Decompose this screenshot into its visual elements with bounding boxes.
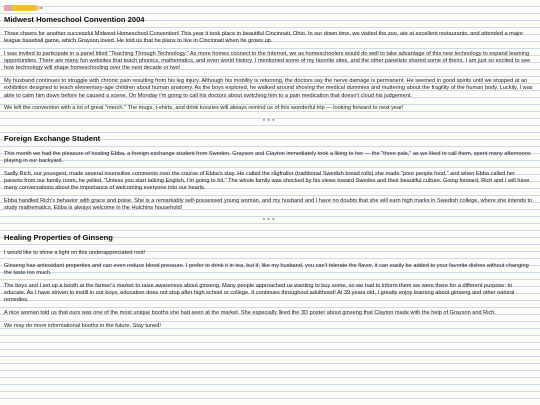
pencil-lead bbox=[41, 7, 43, 9]
paragraph: Ginseng has antioxidant properties and can even reduce blood pressure. I prefer to drink it in tea, but if, like my husband, you can't tolerate the flavor, it can easily be added to your favorite dishes without changing the taste too much. bbox=[4, 263, 529, 277]
paragraph: Ebba handled Rich's behavior with grace and poise. She is a remarkably self-possessed young woman, and my husband and I have no doubts that she will earn high marks in Swedish college, where she intends to study mathematics. Ebba is always welcome in the Hutchins household! bbox=[4, 197, 533, 212]
section-title: Healing Properties of Ginseng bbox=[4, 233, 113, 243]
section-foreign-exchange bbox=[4, 134, 534, 213]
section-midwest-convention bbox=[4, 15, 534, 113]
section-ginseng bbox=[4, 233, 534, 330]
section-divider: * * * bbox=[262, 218, 276, 225]
paragraph: We left the convention with a lot of great "merch." The mugs, t-shirts, and drink koozies will always remind us of this wonderful trip — looking forward to next year! bbox=[4, 105, 404, 112]
paragraph: We may do more informational booths in the future. Stay tuned! bbox=[4, 323, 161, 330]
paragraph: I was invited to participate in a panel titled "Teaching Through Technology." As more homes connect to the Internet, we as homeschoolers would do well to take advantage of this new technology to expand learning opportunities. There are many fun websites that teach phonics, mathematics, and even world history. I mentioned some of my favorite sites, and the other panelists shared some of theirs. I am just so excited to see how technology will shape homeschooling over the next decade or two! bbox=[4, 51, 531, 72]
pencil-ferrule bbox=[9, 5, 12, 11]
paragraph: This month we had the pleasure of hosting Ebba, a foreign exchange student from Sweden. Grayson and Clayton immediately took a liking to her — the "three pals," as we liked to call them, spent many afternoons playing in our backyard. bbox=[4, 150, 531, 164]
paragraph: My husband continues to struggle with chronic pain resulting from his leg injury. Although his mobility is returning, the doctors say the nerve damage is permanent. He seemed in good spirits until we stopped at an exhibition designed to teach elementary-age children about human anatomy. As the boys explored, he walked around shoving the medical dummies and muttering about the fragility of the human body. Luckily, I was able to calm him down before he caused a scene. On Monday I'm going to call his doctors about switching him to a pain medication that doesn't cloud his judgement. bbox=[4, 78, 533, 99]
paragraph: A nice woman told us that ours was one of the most unique booths she had seen at the market. She especially liked the 3D poster about ginseng that Clayton made with the help of Grayson and Rich. bbox=[4, 310, 496, 317]
paragraph: I would like to shine a light on this underappreciated root! bbox=[4, 250, 146, 257]
article-content bbox=[4, 15, 534, 336]
pencil-icon bbox=[4, 2, 46, 14]
paragraph: Three cheers for another successful Midwest Homeschool Convention! This year it took place in beautiful Cincinnati, Ohio. In our down time, we visited the zoo, ate at excellent restaurants, and attended a major league baseball game, which Grayson loved. He told us that he plans to live in Cincinnati when he grows up. bbox=[4, 31, 524, 45]
section-title: Foreign Exchange Student bbox=[4, 133, 101, 143]
section-title: Midwest Homeschool Convention 2004 bbox=[4, 15, 145, 24]
paragraph: Sadly Rich, our youngest, made several insensitive comments over the course of Ebba's stay. He called the rågfrallor (traditional Swedish bread rolls) she made "poor people food," and when Ebba called her parents from our family room, he yelled, "Unless you start talking English, I'm going to hit." The whole family was shocked by his views toward Swedes and their beautiful culture. Going forward, Rich and I will have many conversations about the importance of welcoming everyone into our hearts. bbox=[4, 170, 530, 192]
pencil-eraser bbox=[4, 5, 9, 11]
section-divider: * * * bbox=[262, 118, 276, 125]
paragraph: The boys and I set up a booth at the farmer's market to raise awareness about ginseng. Many people approached us wanting to buy some, so we had to inform them we were there for a different purpose: to educate. As I have striven to instill in our boys, education does not stop after high school or college. It continues throughout adulthood! At 39 years old, I greatly enjoy learning about ginseng and other natural remedies. bbox=[4, 283, 515, 304]
